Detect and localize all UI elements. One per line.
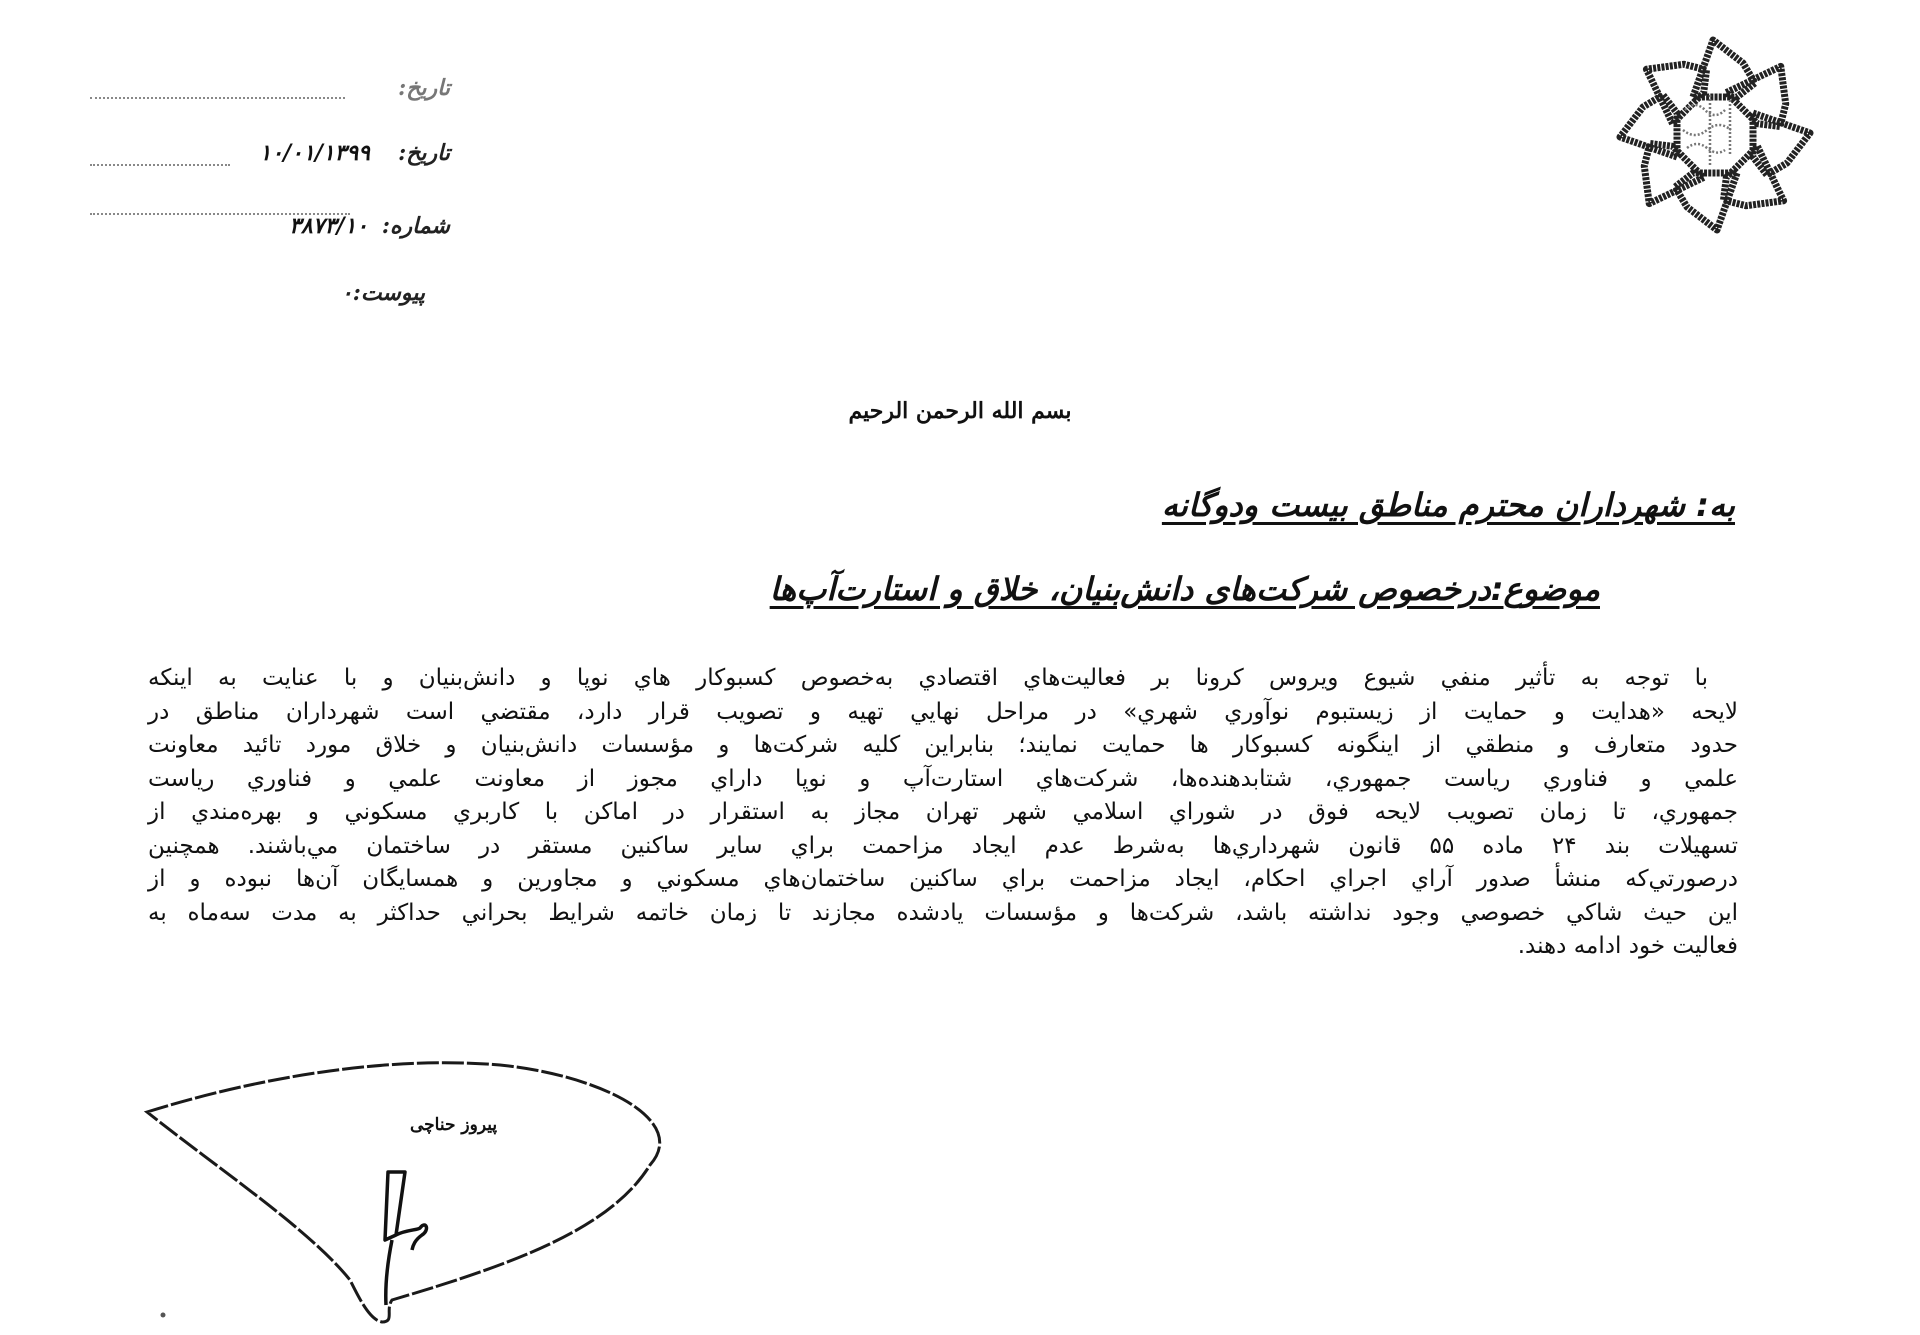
body-line: این حیث شاکي خصوصي وجود نداشته باشد، شرکت‌ها و مؤسسات یادشده مجازند تا زمان خاتمه شرایط بحراني حداکثر به مدت سه‌ماه به (148, 899, 1738, 926)
attachment-field (90, 280, 450, 320)
signature-mark (385, 1172, 426, 1305)
letter-body (148, 662, 1738, 964)
number-label: شماره: (381, 213, 450, 239)
recipient-line: به: شهرداران محترم مناطق بیست ودوگانه (1161, 486, 1735, 524)
date-value: ۱۰/۰۱/۱۳۹۹ (259, 140, 370, 166)
basmala: بسم الله الرحمن الرحیم (848, 398, 1072, 424)
dotted-line (90, 164, 230, 166)
attachment-label: پیوست:۰ (340, 280, 425, 306)
signature-stamp-outline-icon (130, 1060, 670, 1335)
body-line: حدود متعارف و منطقي از اینگونه کسبوکار ها حمایت نمایند؛ بنابراین کلیه شرکت‌ها و مؤسسات دانش‌بنیان و خلاق مورد تائید معاونت (148, 732, 1738, 758)
subject-line: موضوع:درخصوص شرکت‌های دانش‌بنیان، خلاق و استارت‌آپ‌ها (769, 570, 1600, 608)
number-value: ۳۸۷۳/۱۰ (289, 213, 368, 239)
body-line: با توجه به تأثیر منفي شیوع ویروس کرونا بر فعالیت‌هاي اقتصادي به‌خصوص کسبوکار هاي نوپا و دانش‌بنیان و با عنایت به اینکه (148, 665, 1708, 691)
body-line: لایحه «هدایت و حمایت از زیستبوم نوآوري شهري» در مراحل نهایي تهیه و تصویب قرار دارد، مقتضي است شهرداران مناطق در (148, 698, 1738, 725)
dotted-line (90, 97, 345, 99)
municipality-logo-icon (1585, 10, 1855, 250)
body-line: جمهوري، تا زمان تصویب لایحه فوق در شوراي اسلامي شهر تهران مجاز به استقرار در اماکن با کاربري مسکوني و بهره‌مندي از (148, 799, 1738, 825)
date-label: تاریخ: (398, 75, 450, 101)
body-line: درصورتي‌که منشأ صدور آراي اجراي احکام، ایجاد مزاحمت براي ساکنین ساختمان‌هاي مسکوني و مجاورین و همسایگان آن‌ها نبوده و از (148, 866, 1738, 892)
body-line: فعالیت خود ادامه دهند. (1517, 933, 1738, 959)
date-field-blank (90, 75, 450, 115)
number-field (90, 205, 450, 245)
body-line: تسهیلات بند ۲۴ ماده ۵۵ قانون شهرداري‌ها به‌شرط عدم ایجاد مزاحمت براي سایر ساکنین مستقر در ساختمان مي‌باشند. همچنین (148, 832, 1738, 859)
date-field (90, 140, 450, 180)
body-line: علمي و فناوري ریاست جمهوري، شتابدهنده‌ها، شرکت‌هاي استارت‌آپ و نوپا داراي مجوز از معاونت علمي و فناوري ریاست (148, 765, 1738, 792)
signatory-name: پیروز حناچی (410, 1115, 498, 1135)
date-label: تاریخ: (398, 140, 450, 166)
